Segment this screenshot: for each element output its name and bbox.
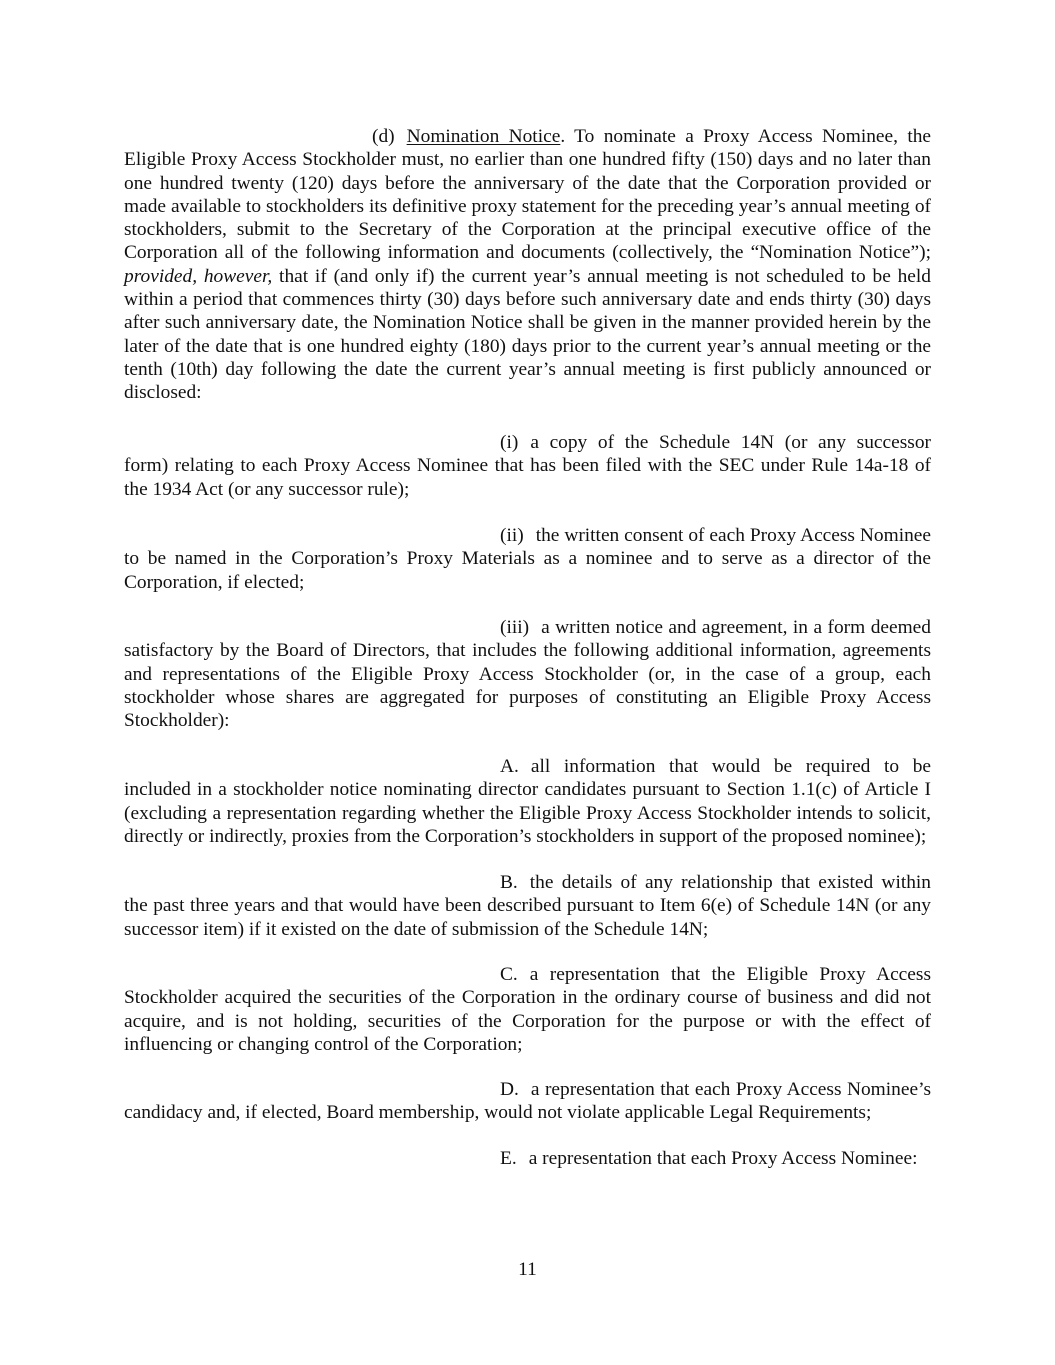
item-i-label: (i) — [500, 432, 519, 453]
item-C — [124, 963, 931, 1056]
paragraph-d-text: . To nominate a Proxy Access Nominee, the Eligible Proxy Access Stockholder must, no earlier than one hundred fifty (150) days and no later than one hundred twenty (120) days before the anniversary of the date that the Corporation provided or made available to stockholders its definitive proxy statement for the preceding year’s annual meeting of stockholders, submit to the Secretary of the Corporation at the principal executive office of the Corporation all of the following information and documents (collectively, the “Nomination Notice”); — [124, 126, 932, 264]
item-E-text: a representation that each Proxy Access Nominee: — [528, 1148, 918, 1169]
item-B — [124, 871, 931, 941]
item-A — [124, 755, 931, 848]
item-E — [124, 1147, 931, 1170]
item-iii-label: (iii) — [500, 617, 530, 638]
item-D — [124, 1078, 931, 1125]
item-iii-text: a written notice and agreement, in a form deemed satisfactory by the Board of Directors, that includes the following additional information, agreements and representations of the Eligible Proxy Access Stockholder (or, in the case of a group, each stockholder whose shares are aggregated for purposes of constituting an Eligible Proxy Access Stockholder): — [124, 617, 931, 732]
item-C-label: C. — [500, 964, 518, 985]
item-i — [124, 431, 931, 501]
item-i-text: a copy of the Schedule 14N (or any successor form) relating to each Proxy Access Nominee that has been filed with the SEC under Rule 14a-18 of the 1934 Act (or any successor rule); — [124, 432, 931, 500]
paragraph-d-text-rest: that if (and only if) the current year’s annual meeting is not scheduled to be held within a period that commences thirty (30) days before such anniversary date and ends thirty (30) days after such anniversary date, the Nomination Notice shall be given in the manner provided herein by the later of the date that is one hundred eighty (180) days prior to the current year’s annual meeting or the tenth (10th) day following the date the current year’s annual meeting is first publicly announced or disclosed: — [124, 265, 931, 404]
paragraph-d-label: (d) — [372, 126, 395, 147]
item-B-label: B. — [500, 872, 518, 893]
paragraph-d-heading: Nomination Notice — [406, 126, 561, 147]
item-A-text: all information that would be required to be included in a stockholder notice nominating director candidates pursuant to Section 1.1(c) of Article I (excluding a representation regarding whether the Eligible Proxy Access Stockholder intends to solicit, directly or indirectly, proxies from the Corporation’s stockholders in support of the proposed nominee); — [124, 756, 931, 847]
item-E-label: E. — [500, 1148, 517, 1169]
item-ii-text: the written consent of each Proxy Access Nominee to be named in the Corporation’s Proxy Materials as a nominee and to serve as a director of the Corporation, if elected; — [124, 525, 931, 593]
item-D-text: a representation that each Proxy Access Nominee’s candidacy and, if elected, Board membership, would not violate applicable Legal Requirements; — [124, 1079, 931, 1124]
paragraph-d-nomination-notice — [124, 125, 931, 405]
item-C-text: a representation that the Eligible Proxy Access Stockholder acquired the securities of the Corporation in the ordinary course of business and did not acquire, and is not holding, securities of the Corporation for the purpose or with the effect of influencing or changing control of the Corporation; — [124, 964, 931, 1055]
item-D-label: D. — [500, 1079, 519, 1100]
paragraph-d-italic-proviso: provided, however, — [124, 265, 273, 287]
item-ii — [124, 524, 931, 594]
item-A-label: A. — [500, 756, 519, 777]
item-ii-label: (ii) — [500, 525, 524, 546]
page-number: 11 — [518, 1259, 537, 1280]
item-iii — [124, 616, 931, 732]
item-B-text: the details of any relationship that existed within the past three years and that would have been described pursuant to Item 6(e) of Schedule 14N (or any successor item) if it existed on the date of submission of the Schedule 14N; — [124, 872, 931, 940]
